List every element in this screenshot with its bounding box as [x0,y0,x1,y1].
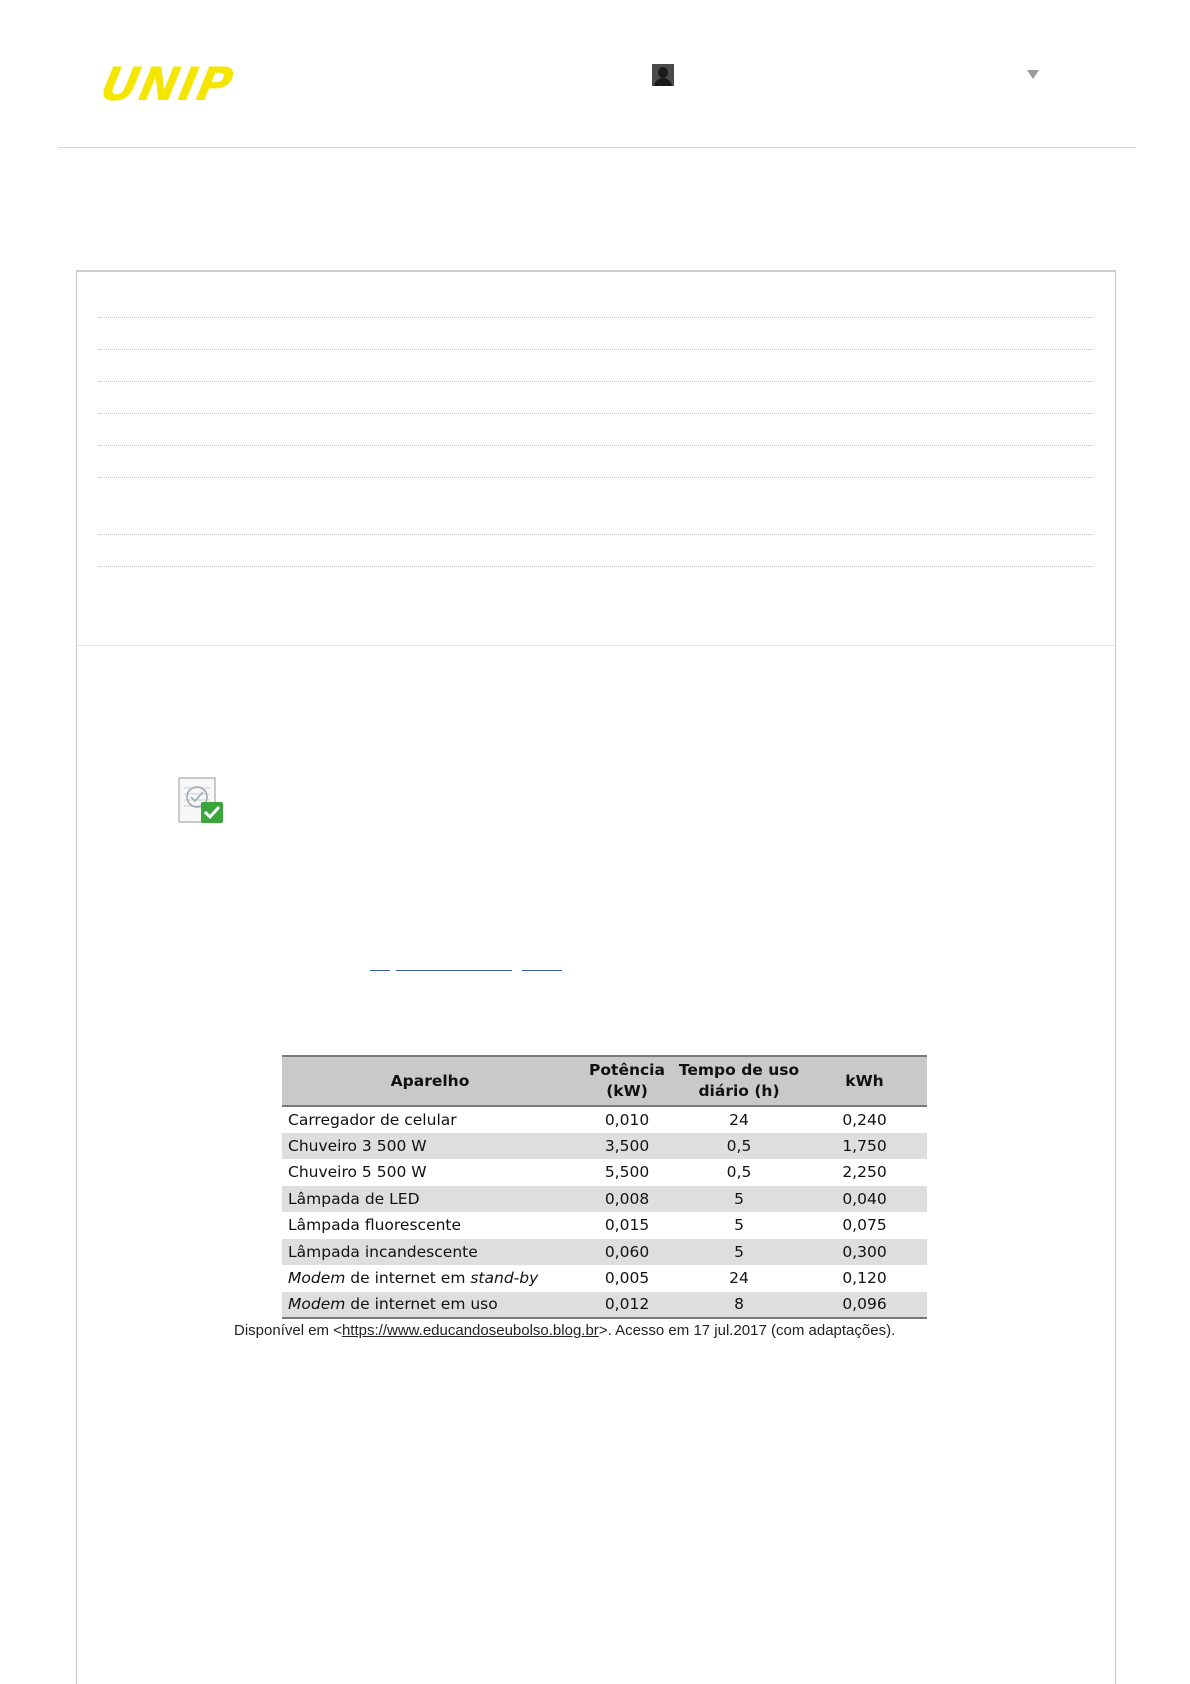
appliance-consumption-table [282,1055,927,1319]
cell-kwh: 2,250 [842,1163,887,1182]
cell-power: 0,012 [578,1292,676,1319]
table-header-row [282,1056,927,1106]
header-kwh: kWh [802,1056,927,1106]
cell-kwh: 0,120 [842,1269,887,1288]
unip-logo[interactable] [96,57,282,111]
header-time-line2: diário (h) [698,1082,780,1100]
header-power-line2: (kW) [606,1082,648,1100]
table-row [282,1265,927,1292]
source-link[interactable]: https://www.educandoseubolso.blog.br [341,1322,599,1339]
table-row [282,1159,927,1186]
cell-power: 5,500 [604,1163,650,1182]
table-row [282,1292,927,1319]
summary-row-divider [99,413,1093,414]
graded-question-icon [177,776,227,826]
logo-text: UNIP [96,57,239,111]
cell-kwh: 1,750 [802,1133,927,1160]
cell-appliance: Lâmpada fluorescente [288,1216,462,1235]
summary-row-divider [99,445,1093,446]
cell-hours: 5 [734,1216,744,1235]
cell-power: 3,500 [578,1133,676,1160]
cell-appliance: Chuveiro 3 500 W [282,1133,578,1160]
source-suffix: >. Acesso em 17 jul.2017 (com adaptações). [598,1322,896,1339]
cell-kwh: 0,075 [842,1216,887,1235]
chevron-down-icon[interactable] [1027,70,1039,79]
table-source-citation [234,1322,994,1339]
cell-hours: 24 [729,1110,749,1129]
summary-row-divider [99,534,1093,535]
table-row [282,1106,927,1133]
cell-appliance: Carregador de celular [288,1110,457,1129]
table-row [282,1239,927,1266]
table-row [282,1212,927,1239]
header-daily-time [676,1056,802,1106]
cell-hours: 0,5 [676,1133,802,1160]
header-power-line1: Potência [589,1061,665,1079]
summary-row-divider [99,381,1093,382]
cell-hours: 8 [676,1292,802,1319]
link-underline[interactable] [396,970,512,971]
user-avatar-icon[interactable] [652,64,674,86]
cell-power: 0,015 [604,1216,650,1235]
table-row [282,1133,927,1160]
summary-row-divider [99,566,1093,567]
cell-power: 0,008 [578,1186,676,1213]
cell-hours: 24 [729,1269,749,1288]
source-prefix: Disponível em < [234,1322,342,1339]
link-underline[interactable] [522,970,562,971]
header-divider [58,147,1136,148]
cell-power: 0,060 [578,1239,676,1266]
cell-kwh: 0,300 [802,1239,927,1266]
header-appliance: Aparelho [282,1056,578,1106]
cell-appliance: Lâmpada de LED [282,1186,578,1213]
table-row [282,1186,927,1213]
cell-power: 0,010 [604,1110,650,1129]
cell-hours: 5 [676,1239,802,1266]
avatar-head [658,67,668,78]
cell-hours: 5 [676,1186,802,1213]
summary-row-divider [99,349,1093,350]
summary-row-divider [99,317,1093,318]
cell-appliance: Chuveiro 5 500 W [288,1163,427,1182]
header-time-line1: Tempo de uso [678,1061,800,1079]
cell-appliance: Modem de internet em stand-by [288,1269,539,1288]
page-header [0,0,1190,148]
avatar-shoulders [654,78,672,86]
cell-kwh: 0,040 [802,1186,927,1213]
content-panel [76,270,1116,1684]
cell-hours: 0,5 [726,1163,752,1182]
summary-row-divider [99,477,1093,478]
cell-kwh: 0,240 [842,1110,887,1129]
attempt-summary-box [77,272,1115,646]
cell-power: 0,005 [604,1269,650,1288]
cell-appliance: Modem de internet em uso [282,1292,578,1319]
link-underline[interactable] [370,970,390,971]
header-power [578,1056,676,1106]
cell-kwh: 0,096 [802,1292,927,1319]
cell-appliance: Lâmpada incandescente [282,1239,578,1266]
